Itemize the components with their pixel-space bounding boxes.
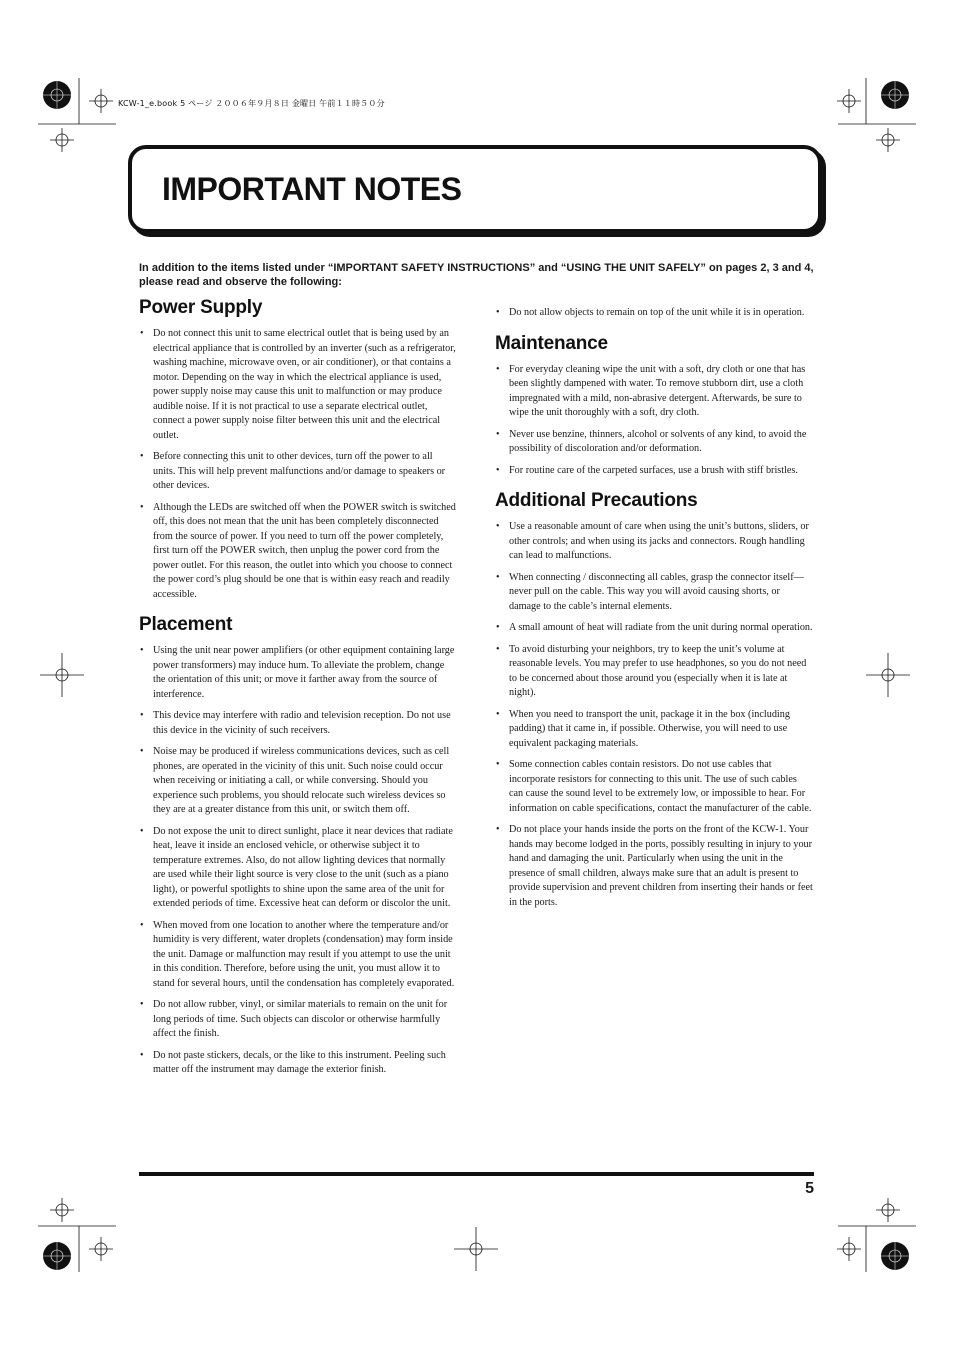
- list-item: • For everyday cleaning wipe the unit with a soft, dry cloth or one that has been slightly dampened with water. To remove stubborn dirt, use a cloth impregnated with a mild, non-abrasive detergent. Afterwards, be sure to wipe the unit thoroughly with a soft, dry cloth.: [495, 363, 813, 421]
- list-item: • Do not place your hands inside the ports on the front of the KCW-1. Your hands may become lodged in the ports, possibly resulting in injury to your hand and damaging the unit. Particularly when using the unit in the presence of small children, always make sure that an adult is present to provide supervision and prevent children from inserting their hands or feet in the ports.: [495, 823, 813, 910]
- starburst-mark-bottom-right: [881, 1242, 909, 1270]
- crosshair-mark-mid-left: [40, 653, 84, 697]
- print-slug: KCW-1_e.book 5 ページ ２００６年９月８日 金曜日 午前１１時５０分: [118, 99, 385, 108]
- starburst-mark-top-right: [881, 81, 909, 109]
- heading-placement: Placement: [139, 614, 233, 635]
- heading-additional-precautions: Additional Precautions: [495, 490, 698, 511]
- title-box: [128, 145, 822, 233]
- list-item: • When moved from one location to another where the temperature and/or humidity is very different, water droplets (condensation) may form inside the unit. Damage or malfunction may result if you attempt to use the unit in this condition. Therefore, before using the unit, you must allow it to stand for several hours, until the condensation has completely evaporated.: [139, 919, 457, 992]
- list-item: • Before connecting this unit to other devices, turn off the power to all units. This will help prevent malfunctions and/or damage to speakers or other devices.: [139, 450, 457, 494]
- list-item: • Using the unit near power amplifiers (or other equipment containing large power transformers) may induce hum. To alleviate the problem, change the orientation of this unit; or move it farther away from the source of interference.: [139, 644, 457, 702]
- list-item: • Although the LEDs are switched off when the POWER switch is switched off, this does not mean that the unit has been completely disconnected from the source of power. If you need to turn off the power completely, first turn off the POWER switch, then unplug the power cord from the power outlet. For this reason, the outlet into which you choose to connect the power cord’s plug should be one that is within easy reach and readily accessible.: [139, 501, 457, 603]
- list-item: • For routine care of the carpeted surfaces, use a brush with stiff bristles.: [495, 464, 813, 479]
- crosshair-mark-top-right-2: [876, 128, 900, 152]
- crosshair-mark-top-right: [837, 89, 861, 113]
- list-item: • Do not paste stickers, decals, or the like to this instrument. Peeling such matter off the instrument may damage the exterior finish.: [139, 1049, 457, 1078]
- list-item: • Do not expose the unit to direct sunlight, place it near devices that radiate heat, leave it inside an enclosed vehicle, or otherwise subject it to temperature extremes. Also, do not allow lighting devices that normally are used while their light source is very close to the unit (such as a piano light), or powerful spotlights to shine upon the same area of the unit for extended periods of time. Excessive heat can deform or discolor the unit.: [139, 825, 457, 912]
- intro-text: In addition to the items listed under “IMPORTANT SAFETY INSTRUCTIONS” and “USING THE UNIT SAFELY” on pages 2, 3 and 4, please read and observe the following:: [139, 262, 814, 288]
- crosshair-mark-top-left-2: [50, 128, 74, 152]
- list-item: • When connecting / disconnecting all cables, grasp the connector itself—never pull on the cable. This way you will avoid causing shorts, or damage to the cable’s internal elements.: [495, 571, 813, 615]
- crosshair-mark-mid-right: [866, 653, 910, 697]
- heading-maintenance: Maintenance: [495, 332, 608, 354]
- list-item: • Do not connect this unit to same electrical outlet that is being used by an electrical appliance that is controlled by an inverter (such as a refrigerator, washing machine, microwave oven, or air conditioner), or that contains a motor. Depending on the way in which the electrical appliance is used, power supply noise may cause this unit to malfunction or may produce audible noise. If it is not practical to use a separate electrical outlet, connect a power supply noise filter between this unit and the electrical outlet.: [139, 327, 457, 443]
- maintenance-list: [495, 363, 813, 479]
- power-supply-list: [139, 327, 457, 602]
- page-title: IMPORTANT NOTES: [162, 171, 462, 207]
- placement-continued-list: [495, 306, 813, 321]
- list-item: • Do not allow objects to remain on top of the unit while it is in operation.: [495, 306, 813, 321]
- list-item: • Noise may be produced if wireless communications devices, such as cell phones, are operated in the vicinity of this unit. Such noise could occur when receiving or initiating a call, or while conversing. Should you experience such problems, you should relocate such wireless devices so they are at a greater distance from this unit, or switch them off.: [139, 745, 457, 818]
- list-item: • A small amount of heat will radiate from the unit during normal operation.: [495, 621, 813, 636]
- list-item: • To avoid disturbing your neighbors, try to keep the unit’s volume at reasonable levels. You may prefer to use headphones, so you do not need to be concerned about those around you (especially when it is late at night).: [495, 643, 813, 701]
- page-number: 5: [805, 1180, 814, 1197]
- crosshair-mark-top-left: [89, 89, 113, 113]
- list-item: • Use a reasonable amount of care when using the unit’s buttons, sliders, or other controls; and when using its jacks and connectors. Rough handling can lead to malfunctions.: [495, 520, 813, 564]
- list-item: • When you need to transport the unit, package it in the box (including padding) that it came in, if possible. Otherwise, you will need to use equivalent packaging materials.: [495, 708, 813, 752]
- list-item: • This device may interfere with radio and television reception. Do not use this device in the vicinity of such receivers.: [139, 709, 457, 738]
- list-item: • Do not allow rubber, vinyl, or similar materials to remain on the unit for long periods of time. Such objects can discolor or otherwise harmfully affect the finish.: [139, 998, 457, 1042]
- starburst-mark-bottom-left: [43, 1242, 71, 1270]
- list-item: • Never use benzine, thinners, alcohol or solvents of any kind, to avoid the possibility of discoloration and/or deformation.: [495, 428, 813, 457]
- footer-rule: [139, 1172, 814, 1176]
- starburst-mark-top-left: [43, 81, 71, 109]
- list-item: • Some connection cables contain resistors. Do not use cables that incorporate resistors for connecting to this unit. The use of such cables can cause the sound level to be extremely low, or impossible to hear. For information on cable specifications, contact the manufacturer of the cable.: [495, 758, 813, 816]
- heading-power-supply: Power Supply: [139, 297, 263, 318]
- additional-precautions-list: [495, 520, 813, 910]
- left-column: [139, 297, 457, 1085]
- crosshair-mark-bottom-center: [454, 1227, 498, 1271]
- placement-list: [139, 644, 457, 1078]
- right-column: [495, 306, 813, 917]
